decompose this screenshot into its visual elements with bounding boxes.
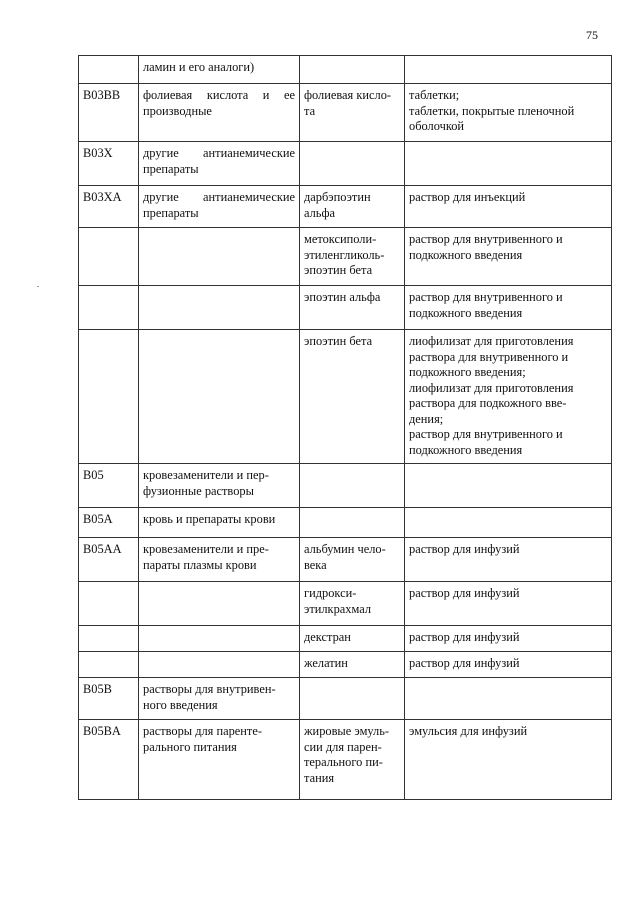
group-name-cell: фолиевая кислота и ее производные (139, 84, 300, 142)
substance-cell (300, 464, 405, 508)
page-number: 75 (586, 28, 598, 42)
table-row (79, 652, 612, 678)
dosage-forms-cell: раствор для внутривенного и подкожного введения (405, 286, 612, 330)
substance-cell: эпоэтин бета (300, 330, 405, 464)
table-row (79, 508, 612, 538)
table-row (79, 228, 612, 286)
drug-table (78, 55, 612, 800)
atc-code-cell (79, 626, 139, 652)
substance-cell: альбумин чело- века (300, 538, 405, 582)
table-row (79, 626, 612, 652)
group-name-cell (139, 582, 300, 626)
dosage-forms-cell: раствор для инфузий (405, 582, 612, 626)
atc-code-cell (79, 286, 139, 330)
table-row (79, 330, 612, 464)
dosage-forms-cell: раствор для инъекций (405, 186, 612, 228)
table-row (79, 464, 612, 508)
dosage-forms-cell (405, 464, 612, 508)
group-name-cell: растворы для паренте- рального питания (139, 720, 300, 800)
dosage-forms-cell: таблетки; таблетки, покрытые пленочной оболочкой (405, 84, 612, 142)
dosage-forms-cell: раствор для инфузий (405, 652, 612, 678)
group-name-cell (139, 626, 300, 652)
group-name-cell: растворы для внутривен- ного введения (139, 678, 300, 720)
atc-code-cell (79, 228, 139, 286)
table-row (79, 582, 612, 626)
table-row (79, 538, 612, 582)
atc-code-cell: B03X (79, 142, 139, 186)
group-name-cell: ламин и его аналоги) (139, 56, 300, 84)
dosage-forms-cell: эмульсия для инфузий (405, 720, 612, 800)
atc-code-cell: B05AA (79, 538, 139, 582)
group-name-cell: другие антианемические препараты (139, 142, 300, 186)
group-name-cell (139, 652, 300, 678)
group-name-cell: кровезаменители и пре- параты плазмы крови (139, 538, 300, 582)
dosage-forms-cell: раствор для внутривенного и подкожного введения (405, 228, 612, 286)
substance-cell (300, 508, 405, 538)
atc-code-cell: B03XA (79, 186, 139, 228)
atc-code-cell: B05BA (79, 720, 139, 800)
substance-cell (300, 142, 405, 186)
atc-code-cell (79, 330, 139, 464)
atc-code-cell (79, 56, 139, 84)
atc-code-cell: B05 (79, 464, 139, 508)
atc-code-cell: B03BB (79, 84, 139, 142)
substance-cell (300, 678, 405, 720)
dosage-forms-cell: раствор для инфузий (405, 538, 612, 582)
group-name-cell: кровезаменители и пер- фузионные растворы (139, 464, 300, 508)
group-name-cell: другие антианемические препараты (139, 186, 300, 228)
table-body (79, 56, 612, 800)
table-row (79, 286, 612, 330)
substance-cell (300, 56, 405, 84)
substance-cell: гидрокси- этилкрахмал (300, 582, 405, 626)
substance-cell: эпоэтин альфа (300, 286, 405, 330)
atc-code-cell (79, 582, 139, 626)
group-name-cell (139, 228, 300, 286)
group-name-cell (139, 330, 300, 464)
atc-code-cell: B05A (79, 508, 139, 538)
group-name-cell: кровь и препараты крови (139, 508, 300, 538)
substance-cell: декстран (300, 626, 405, 652)
table-row (79, 186, 612, 228)
group-name-cell (139, 286, 300, 330)
dosage-forms-cell (405, 56, 612, 84)
table-row (79, 720, 612, 800)
table-row (79, 84, 612, 142)
substance-cell: дарбэпоэтин альфа (300, 186, 405, 228)
table-row (79, 142, 612, 186)
table-row (79, 56, 612, 84)
substance-cell: желатин (300, 652, 405, 678)
scan-artifact (37, 286, 39, 287)
dosage-forms-cell (405, 142, 612, 186)
table-row (79, 678, 612, 720)
substance-cell: фолиевая кисло- та (300, 84, 405, 142)
atc-code-cell (79, 652, 139, 678)
substance-cell: метоксиполи- этиленгликоль- эпоэтин бета (300, 228, 405, 286)
atc-code-cell: B05B (79, 678, 139, 720)
dosage-forms-cell (405, 508, 612, 538)
dosage-forms-cell: раствор для инфузий (405, 626, 612, 652)
substance-cell: жировые эмуль- сии для парен- терального пи- тания (300, 720, 405, 800)
dosage-forms-cell: лиофилизат для приготовления раствора для внутривенного и подкожного введения; лиофилизат для приготовления раствора для подкожного вве- дения; раствор для внутривенного и подкожного введения (405, 330, 612, 464)
dosage-forms-cell (405, 678, 612, 720)
